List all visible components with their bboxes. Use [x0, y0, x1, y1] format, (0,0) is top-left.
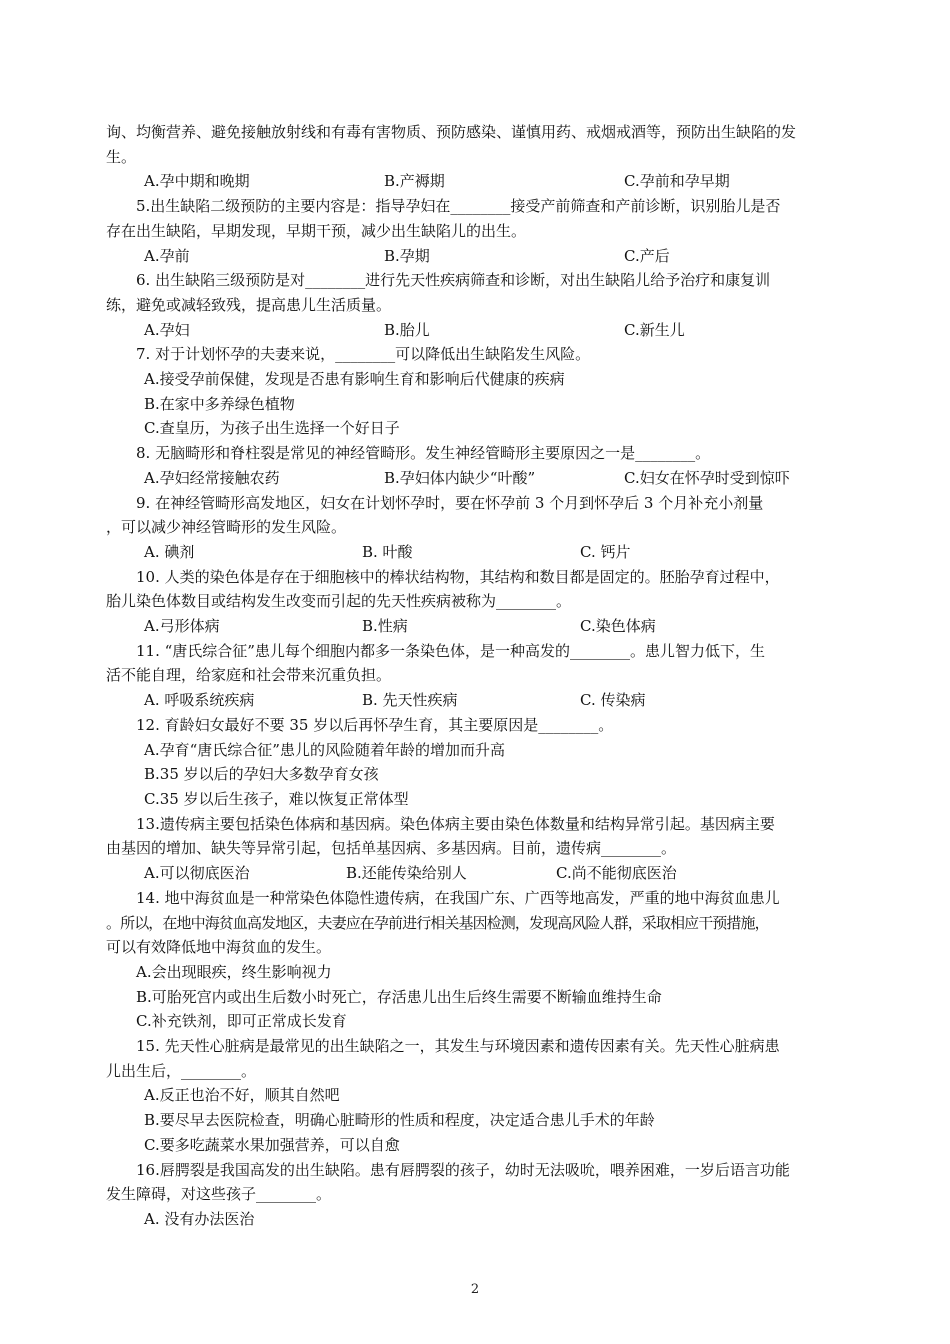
- option-b: B. 叶酸: [362, 542, 413, 561]
- option-b: B.孕期: [384, 246, 430, 265]
- option-c: C.妇女在怀孕时受到惊吓: [624, 468, 790, 487]
- option-c: C.尚不能彻底医治: [556, 864, 677, 883]
- question-13: 13.遗传病主要包括染色体病和基因病。染色体病主要由染色体数量和结构异常引起。基因病主要: [136, 814, 775, 833]
- text-line: 练，避免或减轻致残，提高患儿生活质量。: [106, 295, 392, 314]
- question-6: 6. 出生缺陷三级预防是对________进行先天性疾病筛查和诊断，对出生缺陷儿给予治疗和康复训: [136, 271, 771, 290]
- option-c: C.35 岁以后生孩子，难以恢复正常体型: [144, 789, 409, 808]
- page-number: 2: [470, 1282, 480, 1297]
- options-row-q10: [106, 614, 850, 639]
- option-c: C.要多吃蔬菜水果加强营养，可以自愈: [144, 1135, 400, 1154]
- options-row-q9: [106, 540, 850, 565]
- options-row-q5: [106, 244, 850, 269]
- question-10: 10. 人类的染色体是存在于细胞核中的棒状结构物，其结构和数目都是固定的。胚胎孕育过程中，: [136, 567, 780, 586]
- option-a: A.孕育“唐氏综合征”患儿的风险随着年龄的增加而升高: [144, 740, 505, 759]
- option-a: A.反正也治不好，顺其自然吧: [144, 1086, 340, 1105]
- option-b: B.产褥期: [384, 172, 445, 191]
- option-c: C.染色体病: [580, 617, 656, 636]
- text-line: 询、均衡营养、避免接触放射线和有毒有害物质、预防感染、谨慎用药、戒烟戒酒等，预防出生缺陷的发: [106, 123, 797, 141]
- question-7: 7. 对于计划怀孕的夫妻来说，________可以降低出生缺陷发生风险。: [136, 345, 591, 364]
- option-a: A.接受孕前保健，发现是否患有影响生育和影响后代健康的疾病: [144, 370, 565, 389]
- question-8: 8. 无脑畸形和脊柱裂是常见的神经管畸形。发生神经管畸形主要原因之一是________。: [136, 444, 711, 463]
- option-a: A. 碘剂: [144, 542, 195, 561]
- text-line: 由基因的增加、缺失等异常引起，包括单基因病、多基因病。目前，遗传病________。: [106, 839, 677, 858]
- text-line: 。所以，在地中海贫血高发地区，夫妻应在孕前进行相关基因检测，发现高风险人群，采取相应干预措施，: [106, 913, 769, 932]
- text-line: 儿出生后，________。: [106, 1061, 257, 1080]
- option-c: C. 钙片: [580, 542, 631, 561]
- option-b: B.性病: [362, 617, 408, 636]
- text-line: ，可以减少神经管畸形的发生风险。: [106, 518, 347, 537]
- question-9: 9. 在神经管畸形高发地区，妇女在计划怀孕时，要在怀孕前 3 个月到怀孕后 3 个月补充小剂量: [136, 493, 764, 512]
- option-c: C.孕前和孕早期: [624, 172, 730, 191]
- option-a: A.可以彻底医治: [144, 864, 250, 883]
- question-16: 16.唇腭裂是我国高发的出生缺陷。患有唇腭裂的孩子，幼时无法吸吮，喂养困难，一岁后语言功能: [136, 1160, 790, 1179]
- option-c: C.查皇历，为孩子出生选择一个好日子: [144, 419, 400, 438]
- option-a: A.会出现眼疾，终生影响视力: [136, 962, 332, 981]
- option-c: C. 传染病: [580, 691, 646, 710]
- text-line: 活不能自理，给家庭和社会带来沉重负担。: [106, 666, 392, 685]
- question-15: 15. 先天性心脏病是最常见的出生缺陷之一，其发生与环境因素和遗传因素有关。先天性心脏病患: [136, 1037, 780, 1056]
- option-a: A.孕妇经常接触农药: [144, 468, 280, 487]
- option-b: B.35 岁以后的孕妇大多数孕育女孩: [144, 765, 379, 784]
- question-5: 5.出生缺陷二级预防的主要内容是：指导孕妇在________接受产前筛查和产前诊断，识别胎儿是否: [136, 197, 781, 216]
- option-b: B.孕妇体内缺少“叶酸”: [384, 468, 536, 487]
- text-line: 生。: [106, 147, 137, 166]
- option-c: C.新生儿: [624, 320, 685, 339]
- options-row-q13: [106, 861, 850, 886]
- text-line: 存在出生缺陷，早期发现，早期干预，减少出生缺陷儿的出生。: [106, 221, 527, 240]
- option-a: A. 呼吸系统疾病: [144, 691, 255, 710]
- text-line: 发生障碍，对这些孩子________。: [106, 1185, 332, 1204]
- option-a: A.孕妇: [144, 320, 190, 339]
- option-a: A.孕中期和晚期: [144, 172, 250, 191]
- option-c: C.补充铁剂，即可正常成长发育: [136, 1012, 347, 1031]
- options-row-q6: [106, 318, 850, 343]
- text-line: 胎儿染色体数目或结构发生改变而引起的先天性疾病被称为________。: [106, 592, 572, 611]
- option-a: A. 没有办法医治: [144, 1209, 255, 1228]
- question-14: 14. 地中海贫血是一种常染色体隐性遗传病，在我国广东、广西等地高发，严重的地中海贫血患儿: [136, 888, 780, 907]
- option-b: B.还能传染给别人: [346, 864, 467, 883]
- question-11: 11. “唐氏综合征”患儿每个细胞内都多一条染色体，是一种高发的________。患儿智力低下，生: [136, 641, 765, 660]
- option-a: A.孕前: [144, 246, 190, 265]
- option-b: B.可胎死宫内或出生后数小时死亡，存活患儿出生后终生需要不断输血维持生命: [136, 987, 662, 1006]
- options-row-q11: [106, 688, 850, 713]
- option-b: B.要尽早去医院检查，明确心脏畸形的性质和程度，决定适合患儿手术的年龄: [144, 1111, 655, 1130]
- option-a: A.弓形体病: [144, 617, 220, 636]
- text-line: 可以有效降低地中海贫血的发生。: [106, 938, 332, 957]
- option-b: B.胎儿: [384, 320, 430, 339]
- options-row-q4: [106, 169, 850, 194]
- option-b: B.在家中多养绿色植物: [144, 394, 295, 413]
- option-b: B. 先天性疾病: [362, 691, 458, 710]
- options-row-q8: [106, 466, 850, 491]
- question-12: 12. 育龄妇女最好不要 35 岁以后再怀孕生育，其主要原因是________。: [136, 715, 614, 734]
- option-c: C.产后: [624, 246, 670, 265]
